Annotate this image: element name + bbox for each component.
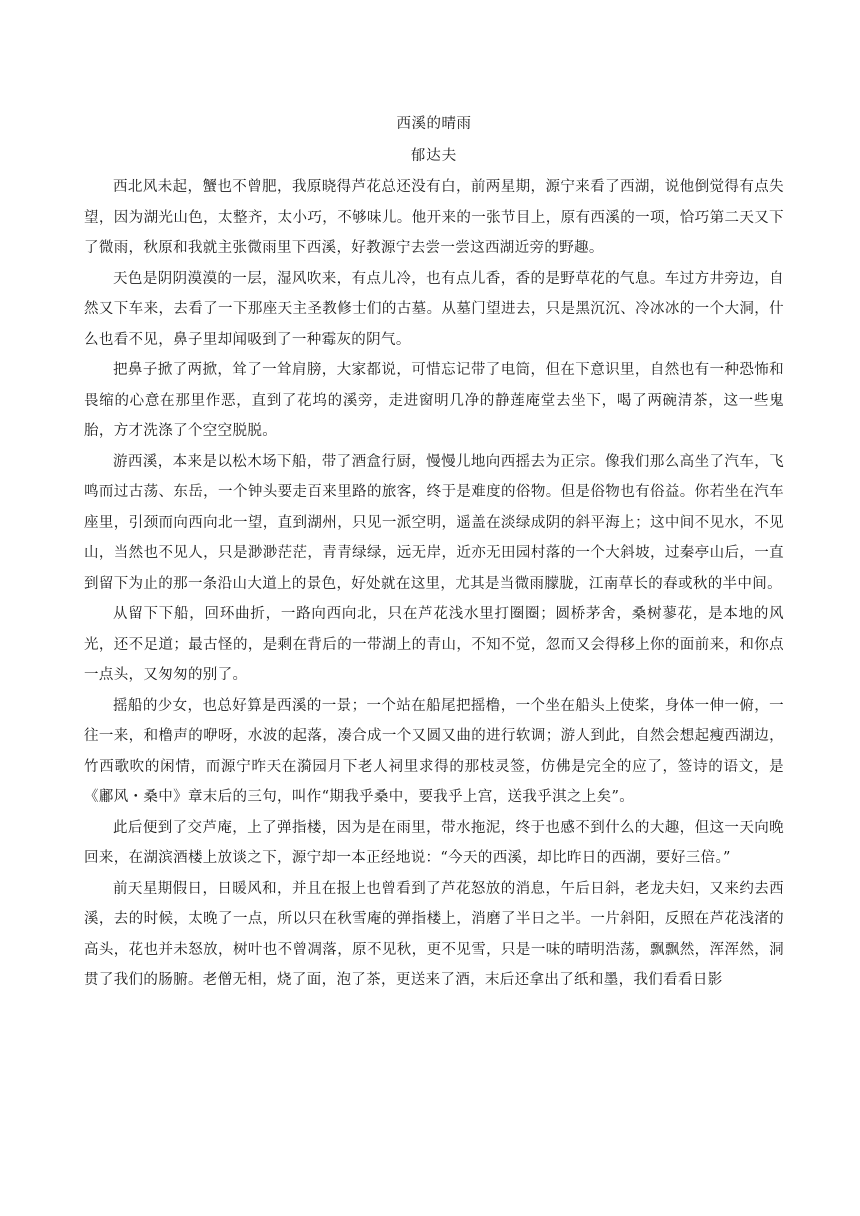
paragraph-1: 西北风未起，蟹也不曾肥，我原晓得芦花总还没有白，前两星期，源宁来看了西湖，说他倒觉得有点失望，因为湖光山色，太整齐，太小巧，不够味儿。他开来的一张节目上，原有西溪的一项，恰巧第二天又下了微雨，秋原和我就主张微雨里下西溪，好教源宁去尝一尝这西湖近旁的野趣。 — [84, 179, 784, 256]
paragraph-3: 把鼻子掀了两掀，耸了一耸肩膀，大家都说，可惜忘记带了电筒，但在下意识里，自然也有一种恐怖和畏缩的心意在那里作恶，直到了花坞的溪旁，走进窗明几净的静莲庵堂去坐下，喝了两碗清茶，这一些鬼胎，方才洗涤了个空空脱脱。 — [84, 362, 784, 439]
paragraph-2: 天色是阴阴漠漠的一层，湿风吹来，有点儿冷，也有点儿香，香的是野草花的气息。车过方井旁边，自然又下车来，去看了一下那座天主圣教修士们的古墓。从墓门望进去，只是黑沉沉、冷冰冰的一个大洞，什么也看不见，鼻子里却闻吸到了一种霉灰的阴气。 — [84, 270, 784, 348]
article-title: 西溪的晴雨 — [396, 116, 472, 132]
paragraph-4: 游西溪，本来是以松木场下船，带了酒盒行厨，慢慢儿地向西摇去为正宗。像我们那么高坐了汽车，飞鸣而过古荡、东岳，一个钟头要走百来里路的旅客，终于是难度的俗物。但是俗物也有俗益。你若坐在汽车座里，引颈而向西向北一望，直到湖州，只见一派空明，遥盖在淡绿成阴的斜平海上；这中间不见水，不见山，当然也不见人，只是渺渺茫茫，青青绿绿，远无岸，近亦无田园村落的一个大斜坡，过秦亭山后，一直到留下为止的那一条沿山大道上的景色，好处就在这里，尤其是当微雨朦胧，江南草长的春或秋的半中间。 — [84, 453, 784, 592]
article — [84, 110, 784, 996]
paragraph-7: 此后便到了交芦庵，上了弹指楼，因为是在雨里，带水拖泥，终于也感不到什么的大趣，但这一天向晚回来，在湖滨酒楼上放谈之下，源宁却一本正经地说：“今天的西溪，却比昨日的西湖，要好三倍。” — [84, 819, 784, 866]
article-author: 郁达夫 — [410, 148, 458, 164]
paragraph-5: 从留下下船，回环曲折，一路向西向北，只在芦花浅水里打圈圈；圆桥茅舍，桑树蓼花，是本地的风光，还不足道；最古怪的，是剩在背后的一带湖上的青山，不知不觉，忽而又会得移上你的面前来，和你点一点头，又匆匆的别了。 — [84, 606, 784, 683]
paragraph-8: 前天星期假日，日暖风和，并且在报上也曾看到了芦花怒放的消息，午后日斜，老龙夫妇，又来约去西溪，去的时候，太晚了一点，所以只在秋雪庵的弹指楼上，消磨了半日之半。一片斜阳，反照在芦花浅渚的高头，花也并未怒放，树叶也不曾凋落，原不见秋，更不见雪，只是一味的晴明浩荡，飘飘然，浑浑然，洞贯了我们的肠腑。老僧无相，烧了面，泡了茶，更送来了酒，末后还拿出了纸和墨，我们看看日影 — [84, 880, 784, 988]
paragraph-6: 摇船的少女，也总好算是西溪的一景；一个站在船尾把摇橹，一个坐在船头上使桨，身体一伸一俯，一往一来，和橹声的咿呀，水波的起落，凑合成一个又圆又曲的进行软调；游人到此，自然会想起瘦西湖边，竹西歌吹的闲情，而源宁昨天在漪园月下老人祠里求得的那枝灵签，仿佛是完全的应了，签诗的语文，是《鄘风・桑中》章末后的三句，叫作“期我乎桑中，要我乎上宫，送我乎淇之上矣”。 — [84, 697, 784, 805]
